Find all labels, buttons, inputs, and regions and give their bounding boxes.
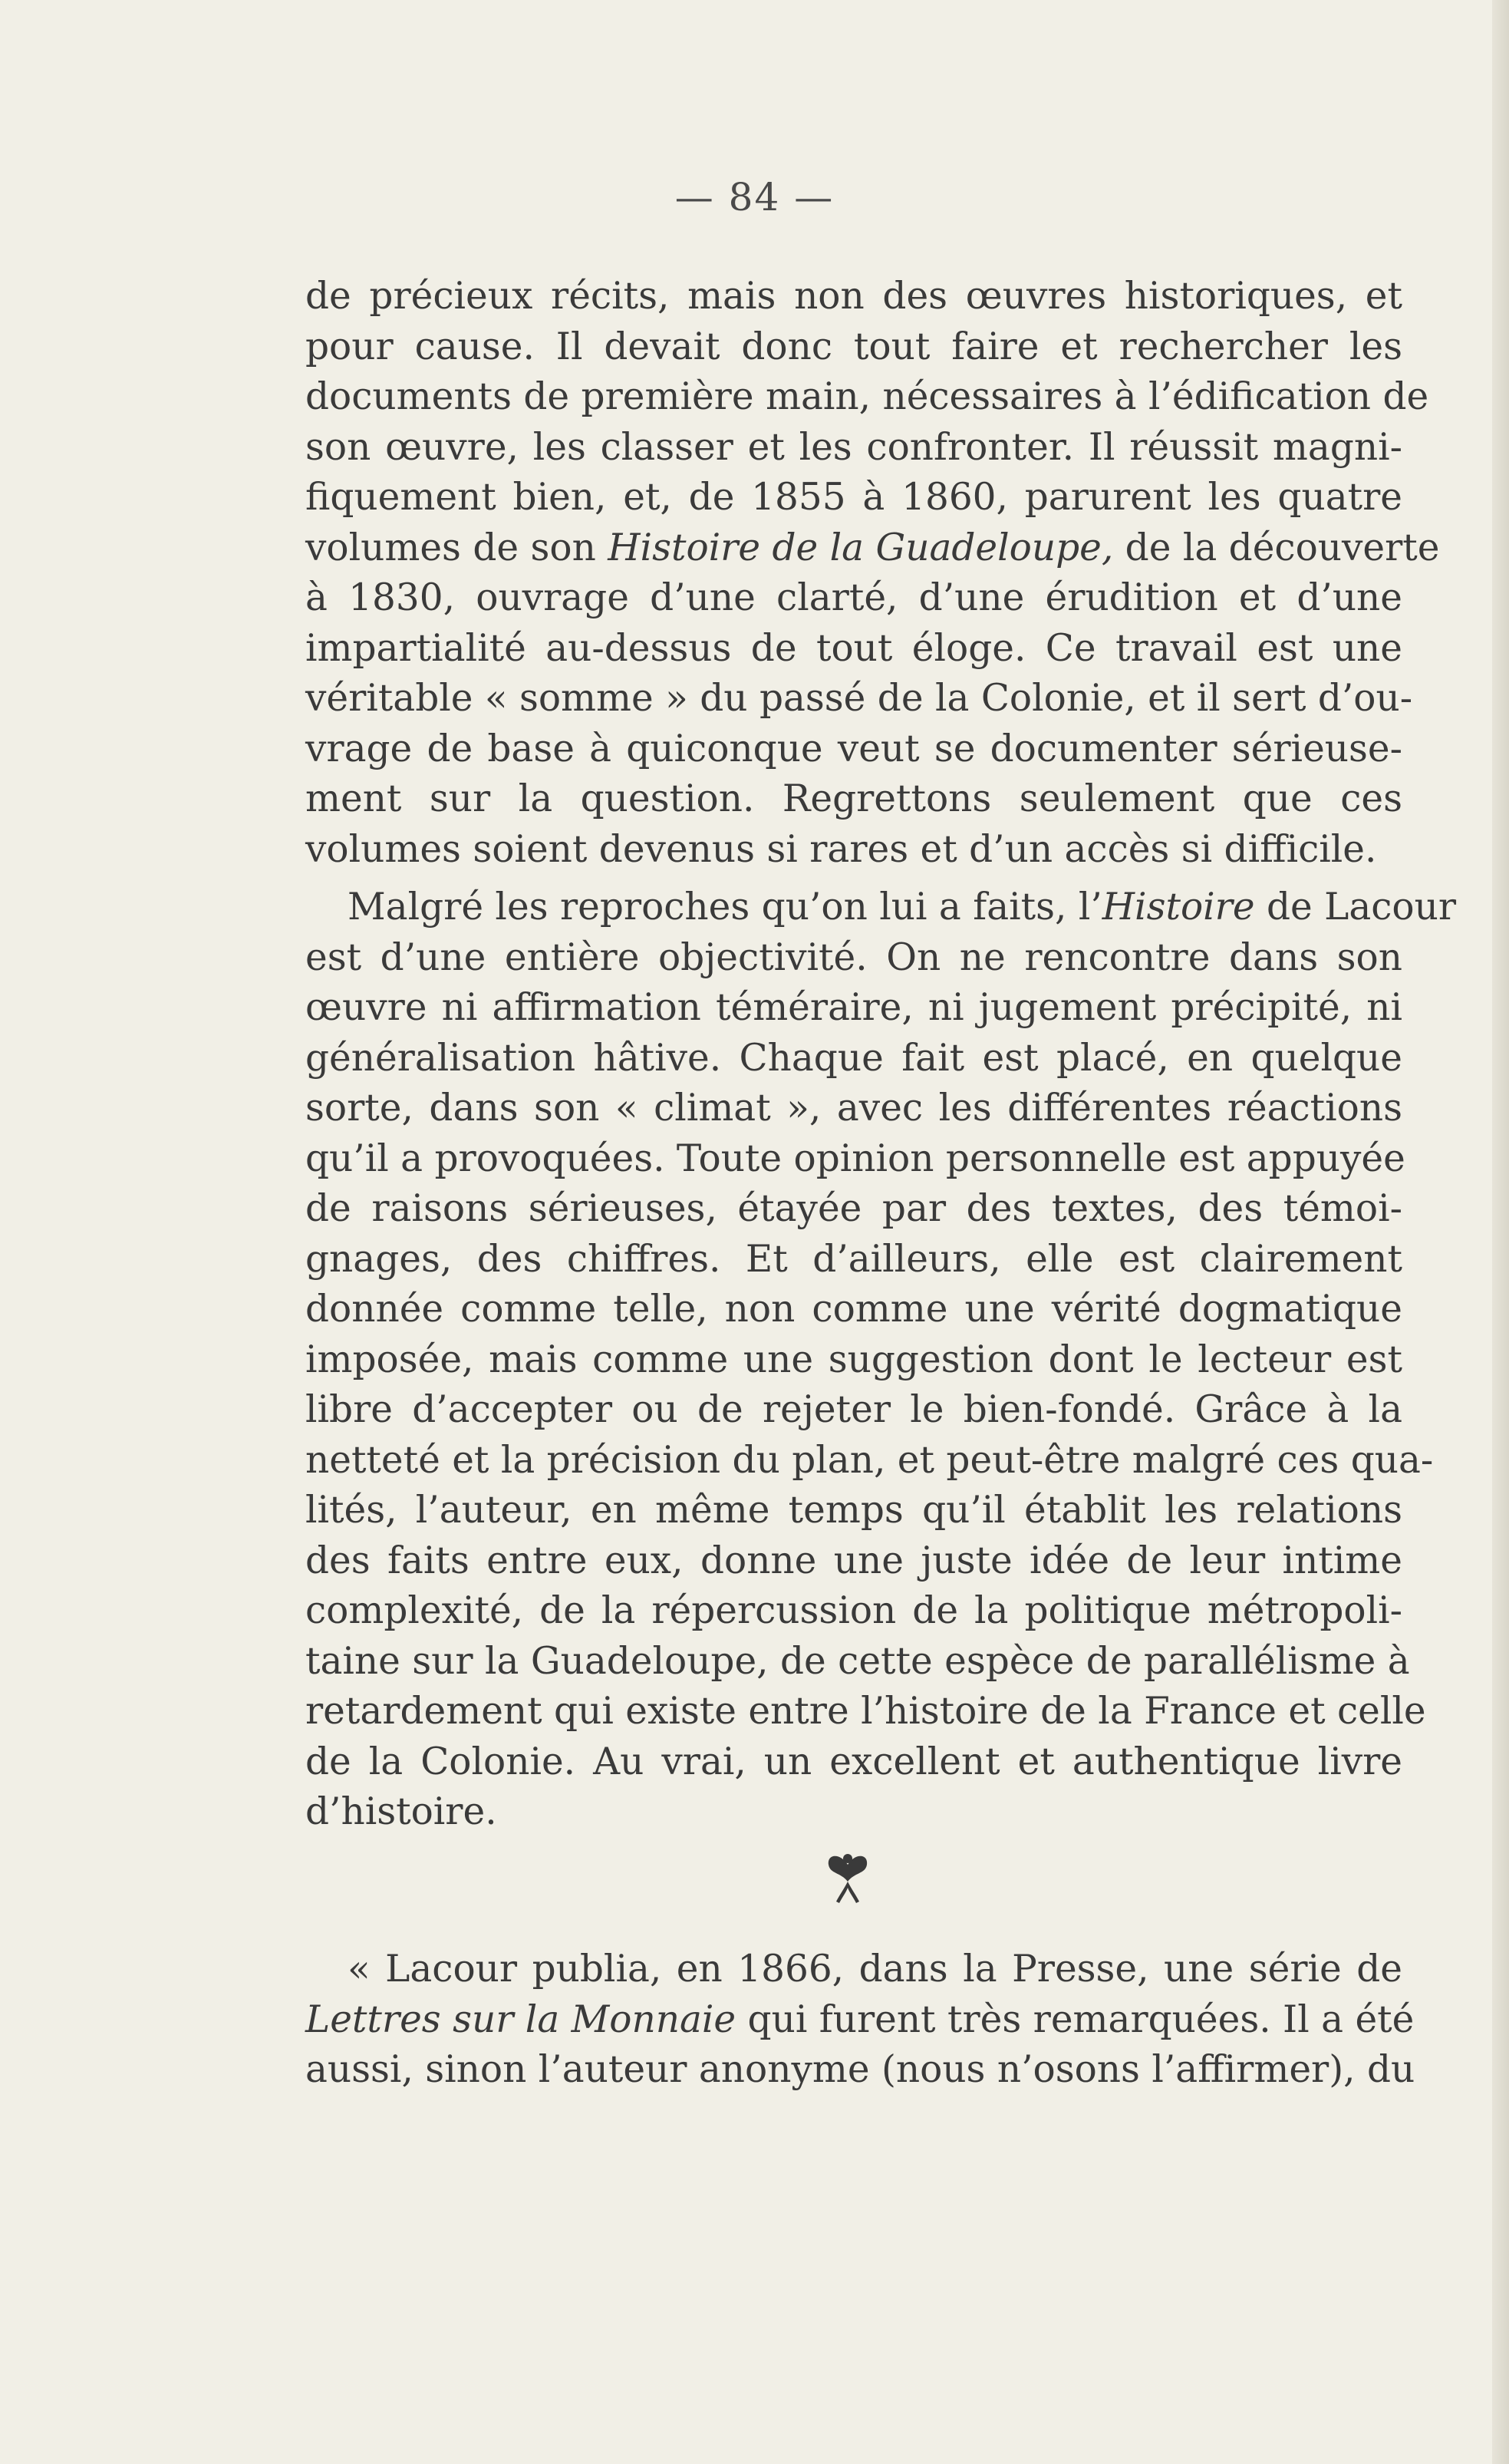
text-run: qui furent très remarquées. Il a été <box>736 1997 1415 2041</box>
text-line <box>305 882 1457 933</box>
text-line: complexité, de la répercussion de la politique métropoli- <box>305 1589 1402 1632</box>
text-line: son œuvre, les classer et les confronter. Il réussit magni- <box>305 425 1402 469</box>
text-line <box>305 1995 1415 2046</box>
text-run: de Lacour <box>1254 886 1457 929</box>
paragraph-1 <box>305 272 1440 875</box>
text-line: netteté et la précision du plan, et peut-être malgré ces qua- <box>305 1438 1434 1482</box>
text-line: de la Colonie. Au vrai, un excellent et authentique livre <box>305 1740 1402 1783</box>
text-line: est d’une entière objectivité. On ne rencontre dans son <box>305 935 1402 979</box>
text-line: libre d’accepter ou de rejeter le bien-fondé. Grâce à la <box>305 1388 1402 1431</box>
text-line: donnée comme telle, non comme une vérité dogmatique <box>305 1288 1402 1331</box>
page-number: — 84 — <box>674 175 835 219</box>
text-line: fiquement bien, et, de 1855 à 1860, parurent les quatre <box>305 476 1402 519</box>
text-line: « Lacour publia, en 1866, dans la Presse, une série de <box>348 1948 1402 1991</box>
text-line: imposée, mais comme une suggestion dont le lecteur est <box>305 1338 1402 1381</box>
text-line: véritable « somme » du passé de la Colonie, et il sert d’ou- <box>305 677 1413 720</box>
text-line: retardement qui existe entre l’histoire de la France et celle <box>305 1690 1426 1733</box>
text-line: lités, l’auteur, en même temps qu’il établit les relations <box>305 1489 1402 1532</box>
text-line: documents de première main, nécessaires à l’édification de <box>305 375 1429 418</box>
paragraph-3 <box>305 1944 1415 2096</box>
text-run: Malgré les reproches qu’on lui a faits, l’ <box>348 886 1102 929</box>
text-line: généralisation hâtive. Chaque fait est placé, en quelque <box>305 1036 1402 1080</box>
text-line: vrage de base à quiconque veut se documenter sérieuse- <box>305 727 1402 770</box>
text-line: qu’il a provoquées. Toute opinion personnelle est appuyée <box>305 1136 1405 1180</box>
book-title-italic: Histoire de la Guadeloupe, <box>608 526 1114 569</box>
text-run: volumes de son <box>305 526 608 569</box>
book-title-italic: Histoire <box>1102 886 1255 929</box>
text-line: d’histoire. <box>305 1790 497 1833</box>
text-line: de précieux récits, mais non des œuvres historiques, et <box>305 275 1402 318</box>
text-line: à 1830, ouvrage d’une clarté, d’une érudition et d’une <box>305 576 1402 619</box>
text-line: taine sur la Guadeloupe, de cette espèce de parallélisme à <box>305 1639 1410 1683</box>
text-line: gnages, des chiffres. Et d’ailleurs, elle est clairement <box>305 1237 1402 1281</box>
fleuron-icon <box>813 1842 882 1911</box>
text-line: des faits entre eux, donne une juste idée de leur intime <box>305 1539 1402 1582</box>
text-line: ment sur la question. Regrettons seulement que ces <box>305 777 1402 820</box>
text-line: volumes soient devenus si rares et d’un accès si difficile. <box>305 827 1377 871</box>
book-title-italic: Lettres sur la Monnaie <box>305 1997 736 2041</box>
text-line <box>305 523 1440 574</box>
text-line: œuvre ni affirmation téméraire, ni jugement précipité, ni <box>305 986 1402 1029</box>
text-line: sorte, dans son « climat », avec les différentes réactions <box>305 1087 1402 1130</box>
text-run: de la découverte <box>1113 526 1440 569</box>
text-line: de raisons sérieuses, étayée par des textes, des témoi- <box>305 1187 1402 1230</box>
text-line: pour cause. Il devait donc tout faire et rechercher les <box>305 325 1402 368</box>
paragraph-2 <box>305 882 1457 1838</box>
page-gutter-shadow <box>1492 0 1509 2464</box>
text-line: impartialité au-dessus de tout éloge. Ce travail est une <box>305 626 1402 670</box>
text-line: aussi, sinon l’auteur anonyme (nous n’osons l’affirmer), du <box>305 2048 1415 2091</box>
